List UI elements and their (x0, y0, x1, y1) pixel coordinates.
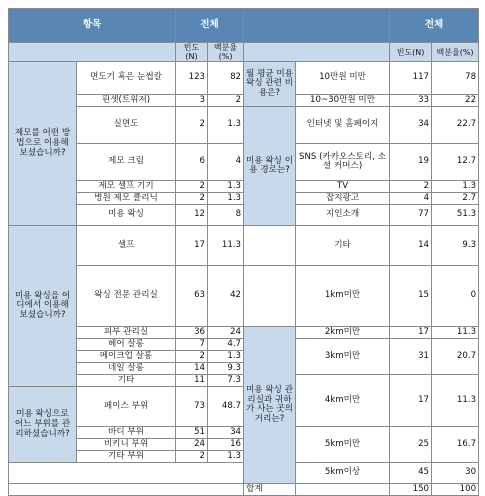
answer-label: 기타 (77, 375, 176, 387)
freq-value: 6 (176, 144, 208, 181)
table-row (9, 107, 479, 144)
freq-value: 51 (176, 427, 208, 439)
answer-label: 헤어 살롱 (77, 339, 176, 351)
answer-label: 병원 제모 클리닉 (77, 193, 176, 205)
answer-label: 면도기 혹은 눈썹칼 (77, 62, 176, 95)
freq-value: 11 (176, 375, 208, 387)
table-row (9, 95, 479, 107)
answer-label: 2km미만 (296, 327, 390, 339)
answer-label: 인터넷 및 홈페이지 (296, 107, 390, 144)
freq-value: 73 (176, 387, 208, 427)
freq-value: 2 (390, 181, 432, 193)
total-freq: 150 (390, 484, 432, 496)
table-row (9, 463, 479, 484)
total-pct: 100 (432, 484, 479, 496)
pct-value: 16 (208, 439, 244, 451)
freq-value: 34 (390, 107, 432, 144)
answer-label: 10~30만원 미만 (296, 95, 390, 107)
answer-label: 제모 크림 (77, 144, 176, 181)
freq-value: 12 (176, 205, 208, 226)
table-row (9, 375, 479, 387)
pct-value: 1.3 (208, 451, 244, 463)
pct-value: 11.3 (432, 375, 479, 427)
table-row (9, 193, 479, 205)
pct-value: 51.3 (432, 205, 479, 226)
pct-value: 22.7 (432, 107, 479, 144)
freq-value: 17 (390, 327, 432, 339)
pct-value: 1.3 (432, 181, 479, 193)
pct-value: 4 (208, 144, 244, 181)
pct-value: 11.3 (208, 226, 244, 266)
pct-value: 1.3 (208, 351, 244, 363)
answer-label: 피부 관리실 (77, 327, 176, 339)
table-row (9, 62, 479, 95)
pct-value: 22 (432, 95, 479, 107)
question-q1: 제모를 어떤 방법으로 이용해 보셨습니까? (9, 62, 77, 226)
freq-header-left: 빈도(N) (176, 43, 208, 62)
freq-value: 17 (390, 375, 432, 427)
pct-value: 1.3 (208, 107, 244, 144)
pct-value: 1.3 (208, 193, 244, 205)
table-row (9, 427, 479, 439)
pct-value: 24 (208, 327, 244, 339)
answer-label: 바디 부위 (77, 427, 176, 439)
survey-table (8, 8, 479, 496)
pct-value: 12.7 (432, 144, 479, 181)
answer-label: TV (296, 181, 390, 193)
answer-label: 핀셋(트위저) (77, 95, 176, 107)
subheader-blank-left (9, 43, 176, 62)
answer-label: 4km미만 (296, 375, 390, 427)
freq-value: 15 (390, 266, 432, 327)
freq-value: 33 (390, 95, 432, 107)
freq-value: 123 (176, 62, 208, 95)
pct-value: 42 (208, 266, 244, 327)
blank-header-right (244, 9, 390, 43)
freq-value: 2 (176, 351, 208, 363)
pct-value: 20.7 (432, 339, 479, 375)
header-row (9, 9, 479, 43)
freq-header-right: 빈도(N) (390, 43, 432, 62)
answer-label: 메이크업 살롱 (77, 351, 176, 363)
pct-value: 1.3 (208, 181, 244, 193)
question-q6: 미용 왁싱 관리실과 귀하가 사는 곳의 거리는? (244, 327, 296, 484)
blank-question-cell (244, 266, 296, 327)
freq-value: 2 (176, 107, 208, 144)
pct-value: 4.7 (208, 339, 244, 351)
pct-value: 9.3 (432, 226, 479, 266)
total-header-left: 전체 (176, 9, 244, 43)
answer-label: SNS (카카오스토리, 소셜 커머스) (296, 144, 390, 181)
total-row (9, 484, 479, 496)
pct-value: 16.7 (432, 427, 479, 463)
answer-label: 10만원 미만 (296, 62, 390, 95)
table-row (9, 144, 479, 181)
total-header-right: 전체 (390, 9, 479, 43)
question-q2: 미용 왁싱을 어디에서 이용해 보셨습니까? (9, 226, 77, 387)
blank-left-cell (9, 484, 244, 496)
freq-value: 19 (390, 144, 432, 181)
pct-value: 78 (432, 62, 479, 95)
freq-value: 7 (176, 339, 208, 351)
pct-value: 7.3 (208, 375, 244, 387)
pct-value: 82 (208, 62, 244, 95)
freq-value: 17 (176, 226, 208, 266)
pct-value: 8 (208, 205, 244, 226)
freq-value: 14 (390, 226, 432, 266)
question-q5: 미용 왁싱 이용 경로는? (244, 107, 296, 226)
pct-value: 2 (208, 95, 244, 107)
answer-label: 지인소개 (296, 205, 390, 226)
answer-label: 기타 부위 (77, 451, 176, 463)
freq-value: 4 (390, 193, 432, 205)
blank-question-cell (244, 226, 296, 266)
answer-label: 5km미만 (296, 427, 390, 463)
survey-table-container (8, 8, 478, 494)
answer-label: 1km미만 (296, 266, 390, 327)
answer-label: 페이스 부위 (77, 387, 176, 427)
pct-value: 11.3 (432, 327, 479, 339)
answer-label: 제모 셀프 기기 (77, 181, 176, 193)
answer-label: 잡지광고 (296, 193, 390, 205)
freq-value: 36 (176, 327, 208, 339)
freq-value: 31 (390, 339, 432, 375)
answer-label: 5km이상 (296, 463, 390, 484)
answer-label: 비키니 부위 (77, 439, 176, 451)
answer-label: 미용 왁싱 (77, 205, 176, 226)
pct-value: 0 (432, 266, 479, 327)
table-row (9, 266, 479, 327)
pct-value: 34 (208, 427, 244, 439)
freq-value: 2 (176, 181, 208, 193)
answer-label: 네일 살롱 (77, 363, 176, 375)
table-row (9, 226, 479, 266)
pct-value: 48.7 (208, 387, 244, 427)
question-q4: 월 평균 미용 왁싱 관련 비용은? (244, 62, 296, 107)
item-header: 항목 (9, 9, 176, 43)
total-blank (296, 484, 390, 496)
question-q3: 미용 왁싱으로 어느 부위를 관리하셨습니까? (9, 387, 77, 463)
freq-value: 24 (176, 439, 208, 451)
freq-value: 63 (176, 266, 208, 327)
freq-value: 14 (176, 363, 208, 375)
pct-header-right: 백분율(%) (432, 43, 479, 62)
subheader-row (9, 43, 479, 62)
freq-value: 25 (390, 427, 432, 463)
pct-value: 30 (432, 463, 479, 484)
table-row (9, 181, 479, 193)
answer-label: 기타 (296, 226, 390, 266)
freq-value: 2 (176, 451, 208, 463)
blank-left-cell (9, 463, 244, 484)
freq-value: 45 (390, 463, 432, 484)
freq-value: 3 (176, 95, 208, 107)
freq-value: 77 (390, 205, 432, 226)
pct-header-left: 백분율(%) (208, 43, 244, 62)
table-row (9, 339, 479, 351)
table-row (9, 205, 479, 226)
answer-label: 왁싱 전문 관리실 (77, 266, 176, 327)
answer-label: 3km미만 (296, 339, 390, 375)
freq-value: 117 (390, 62, 432, 95)
subheader-blank-right (244, 43, 390, 62)
total-label: 합계 (244, 484, 296, 496)
table-row (9, 327, 479, 339)
answer-label: 실면도 (77, 107, 176, 144)
freq-value: 2 (176, 193, 208, 205)
pct-value: 9.3 (208, 363, 244, 375)
answer-label: 셀프 (77, 226, 176, 266)
pct-value: 2.7 (432, 193, 479, 205)
